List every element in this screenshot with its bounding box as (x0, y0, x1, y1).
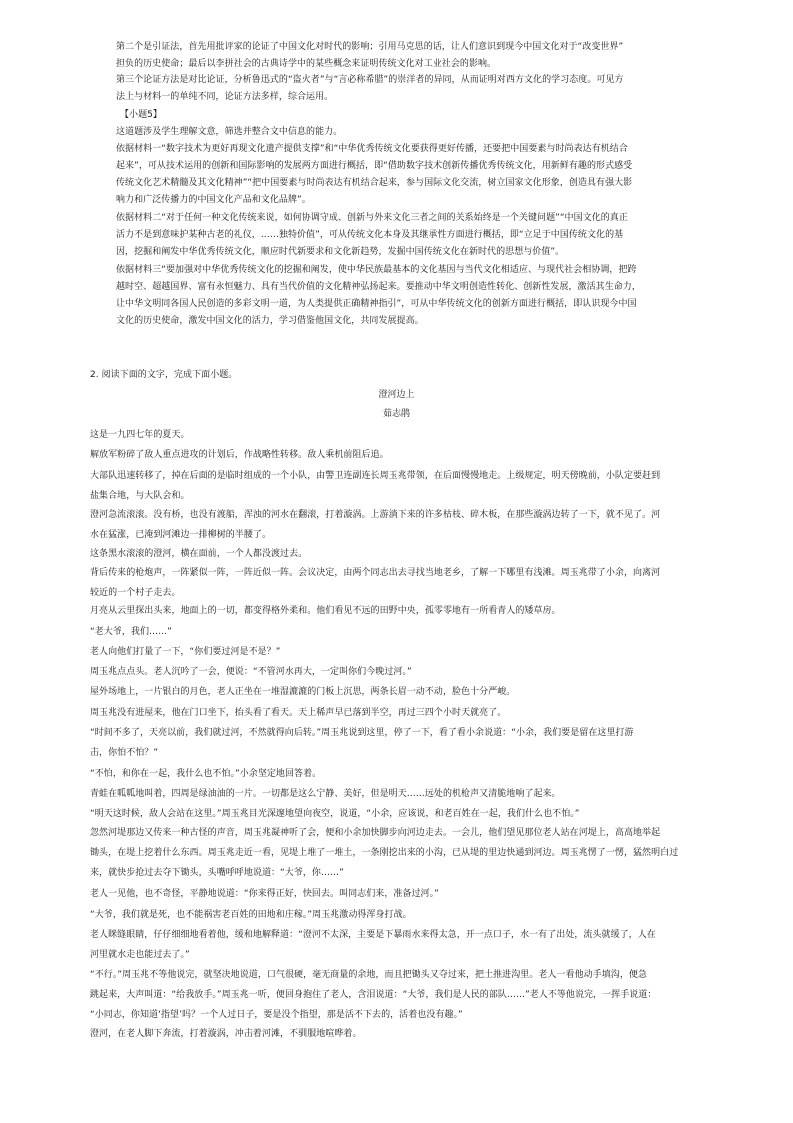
analysis-line: 响力和广泛传播力的中国文化产品和文化品牌”。 (116, 195, 311, 205)
question-intro: 2. 阅读下面的文字，完成下面小题。 (90, 370, 238, 380)
analysis-line: 担负的历史使命；最后以李拼社会的古典诗学中的某些概念来证明传统文化对工业社会的影响。 (116, 59, 497, 69)
story-line: 忽然河堤那边又传来一种古怪的声音，周玉兆凝神听了会，便和小余加快脚步向河边走去。一会儿，他们望见那位老人站在河堤上，高高地举起 (90, 828, 661, 838)
story-line: 澄河，在老人脚下奔流，打着漩涡，冲击着河滩，不驯服地喧哗着。 (90, 1029, 362, 1039)
question-label: 【小题5】 (120, 110, 162, 120)
analysis-line: 依据材料二“对于任何一种文化传统来说，如何协调守成、创新与外来文化三者之间的关系始终是一个关键问题”“中国文化的真正 (116, 213, 628, 223)
story-line: “明天这时候，敌人会站在这里。”周玉兆目光深邃地望向夜空，说道，“小余，应该说，和老百姓在一起，我们什么也不怕。” (90, 809, 580, 819)
story-line: “老大爷，我们……” (90, 627, 172, 637)
story-line: 周玉兆点点头。老人沉吟了一会，便说：“不管河水再大，一定叫你们今晚过河。” (90, 667, 412, 677)
analysis-line: 活力不是到意味护某种古老的礼仪，……独特价值”，可从传统文化本身及其继承性方面进行概括，即“立足于中国传统文化的基 (116, 230, 624, 240)
story-line: 这条黑水滚滚的澄河，横在面前，一个人都没渡过去。 (90, 549, 308, 559)
story-line: 周玉兆没有进屋来，他在门口坐下，抬头看了看天。天上稀声早已落到半空，再过三四个小时天就亮了。 (90, 708, 507, 718)
analysis-line: 法上与材料一的单纯不同，论证方法多样，综合运用。 (116, 92, 334, 102)
story-line: 屋外场地上，一片银白的月色，老人正坐在一堆湿漉漉的门板上沉思，两条长眉一动不动，脸色十分严峻。 (90, 687, 516, 697)
story-line: “不行。”周玉兆不等他说完，就坚决地说道，口气很硬，毫无商量的余地，而且把锄头又夺过来，把土推进沟里。老人一看他动手填沟，便急 (90, 970, 647, 980)
analysis-line: 起来”，可从技术运用的创新和国际影响的发展两方面进行概括，即“借助数字技术创新传播优秀传统文化，用新鲜有趣的形式感受 (116, 161, 633, 171)
analysis-line: 这道题涉及学生理解文意，筛选并整合文中信息的能力。 (116, 127, 343, 137)
story-line: 这是一九四七年的夏天。 (90, 430, 190, 440)
story-line: “时间不多了，天亮以前，我们就过河，不然就得向后转。”周玉兆说到这里，停了一下，看了看小余说道：“小余，我们要是留在这里打游 (90, 728, 634, 738)
story-title: 澄河边上 (378, 390, 415, 400)
analysis-line: 传统文化艺术精髓及其文化精神”“把中国要素与时尚表达有机结合起来，参与国际文化交流，树立国家文化形象，创造具有强大影 (116, 178, 633, 188)
analysis-line: 第二个是引证法，首先用批评家的论证了中国文化对时代的影响；引用马克思的话，让人们意识到现今中国文化对于“改变世界” (116, 42, 624, 52)
story-line: “不怕，和你在一起，我什么也不怕。”小余坚定地回答着。 (90, 769, 322, 779)
story-line: 水在猛涨，已淹到河滩边一排柳树的半腰了。 (90, 530, 272, 540)
analysis-line: 文化的历史使命，激发中国文化的活力，学习借鉴他国文化，共同发展提高。 (116, 316, 424, 326)
story-line: 老人一见他，也不奇怪，平静地说道：“你来得正好，快回去。叫同志们来，准备过河。” (90, 889, 439, 899)
story-line: 来，就快步抢过去夺下锄头，头嘴呼呼地说道：“大爷，你……” (90, 868, 344, 878)
story-line: “大爷，我们就是死，也不能祸害老百姓的田地和庄稼。”周玉兆激动得浑身打战。 (90, 910, 412, 920)
story-line: 老人向他们打量了一下，“你们要过河是不是？” (90, 647, 281, 657)
story-line: 大部队迅速转移了，掉在后面的是临时组成的一个小队，由警卫连副连长周玉兆带领，在后面慢慢地走。上级规定，明天傍晚前，小队定要赶到 (90, 471, 661, 481)
story-line: 河里就水走也能过去了。” (90, 950, 190, 960)
story-line: 跳起来，大声叫道：“给我放手。”周玉兆一听，便回身抱住了老人，含泪说道：“大爷，我们是人民的部队……”老人不等他说完，一挥手说道： (90, 990, 657, 1000)
story-line: 锄头，在堤上挖着什么东西。周玉兆走近一看，见堤上堆了一堆土，一条刚挖出来的小沟，已从堤的里边快通到河边。周玉兆愣了一愣，猛然明白过 (90, 848, 679, 858)
story-line: 老人眯缝眼睛，仔仔细细地看着他，缓和地解释道：“澄河不太深，主要是下暴雨水来得太急，开一点口子，水一有了出处，流头就缓了，人在 (90, 930, 656, 940)
story-line: 澄河急流滚滚。没有桥，也没有渡船，浑浊的河水在翻滚，打着漩涡。上游淌下来的许多枯枝、碎木板，在那些漩涡边转了一下，就不见了。河 (90, 510, 661, 520)
story-line: 月亮从云里探出头来，地面上的一切，都变得格外柔和。他们看见不远的田野中央，孤零零地有一所看青人的矮草房。 (90, 606, 561, 616)
analysis-line: 依据材料三“要加强对中华优秀传统文化的挖掘和阐发，使中华民族最基本的文化基因与当代文化相适应、与现代社会相协调，把跨 (116, 265, 637, 275)
story-line: 解放军粉碎了敌人重点进攻的计划后，作战略性转移。敌人乘机前阻后追。 (90, 450, 389, 460)
analysis-line: 因，挖掘和阐发中华优秀传统文化，顺应时代新要求和文化新趋势，发掘中国传统文化在新时代的思想与价值”。 (116, 247, 565, 257)
story-line: 背后传来的枪炮声，一阵紧似一阵，一阵近似一阵。会议决定，由两个同志出去寻找当地老乡，了解一下哪里有浅滩。周玉兆带了小余，向离河 (90, 568, 661, 578)
story-line: 较近的一个村子走去。 (90, 588, 181, 598)
analysis-line: 越时空、超越国界、富有永恒魅力、具有当代价值的文化精神弘扬起来。要推动中华文明创造性转化、创新性发展，激活其生命力， (116, 282, 641, 292)
story-line: “小同志，你知道‘指望’吗？一个人过日子，要是没个指望，那是活不下去的，活着也没有趣。” (90, 1010, 463, 1020)
analysis-line: 依据材料一“数字技术为更好再现文化遗产提供支撑”和“中华优秀传统文化要获得更好传播，还要把中国要素与时尚表达有机结合 (116, 144, 628, 154)
analysis-line: 让中华文明同各国人民创造的多彩文明一道，为人类提供正确精神指引”，可从中华传统文化的创新方面进行概括，即认识现今中国 (116, 299, 637, 309)
story-author: 茹志鹃 (382, 409, 410, 419)
analysis-line: 第三个论证方法是对比论证，分析鲁迅式的“盗火者”与“言必称希腊”的崇洋者的异同，从而证明对西方文化的学习态度。可见方 (116, 75, 624, 85)
story-line: 青蛙在呱呱地叫着，四周是绿油油的一片。一切都是这么宁静、美好，但是明天……远处的机枪声又清脆地响了起来。 (90, 789, 561, 799)
story-line: 击，你怕不怕？” (90, 748, 159, 758)
story-line: 盐集合地，与大队会和。 (90, 491, 190, 501)
